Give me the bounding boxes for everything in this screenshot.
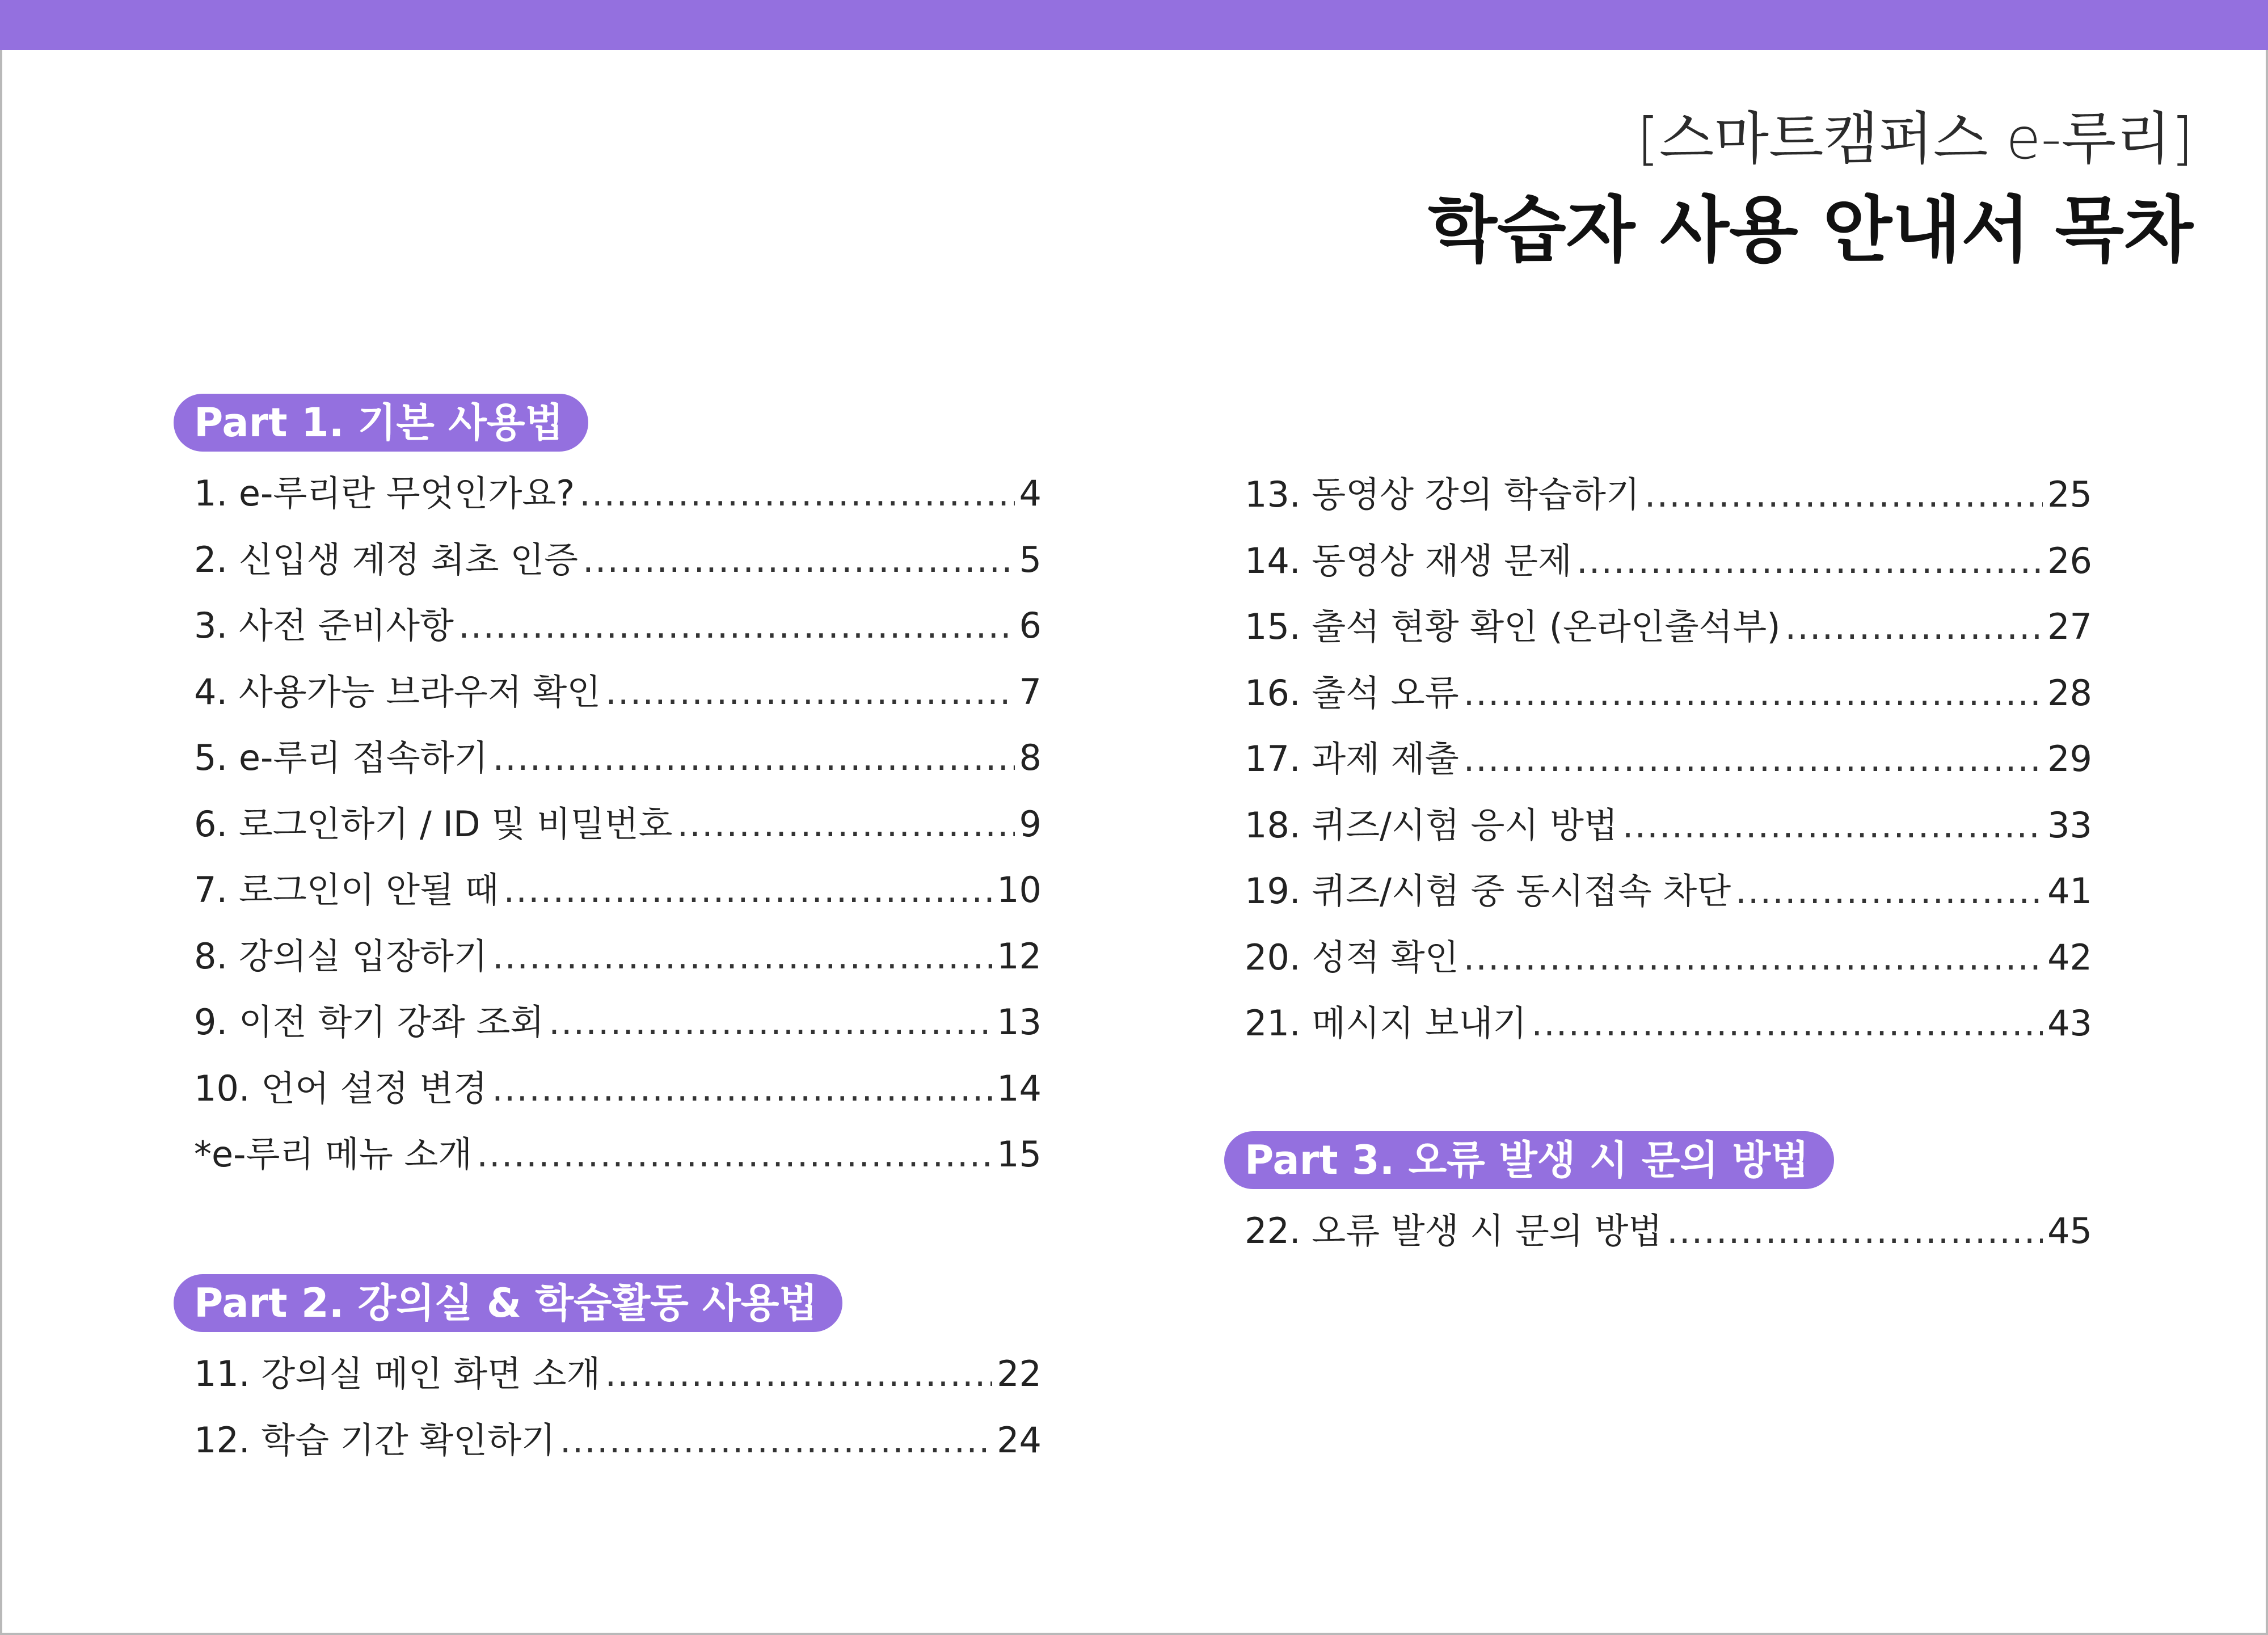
- toc-item-label: 14. 동영상 재생 문제: [1245, 540, 1572, 581]
- toc-item-page: 33: [2047, 804, 2092, 846]
- toc-item-label: 1. e-루리란 무엇인가요?: [194, 473, 575, 514]
- toc-item-label: 9. 이전 학기 강좌 조회: [194, 1001, 545, 1043]
- toc-item-page: 43: [2047, 1002, 2092, 1044]
- top-accent-bar: [0, 0, 2268, 50]
- toc-leader-dots: [1645, 462, 2043, 528]
- toc-item[interactable]: [1224, 925, 2092, 991]
- toc-leader-dots: [1531, 991, 2043, 1057]
- toc-item-page: 45: [2047, 1210, 2092, 1251]
- toc-item-page: 13: [997, 1001, 1042, 1043]
- part-1-section: [174, 394, 1042, 1188]
- toc-item-page: 29: [2047, 738, 2092, 779]
- toc-item[interactable]: [174, 461, 1042, 527]
- toc-leader-dots: [579, 461, 1014, 527]
- toc-leader-dots: [1576, 528, 2043, 595]
- toc-item[interactable]: [1224, 528, 2092, 595]
- toc-item[interactable]: [174, 725, 1042, 791]
- toc-leader-dots: [1735, 858, 2043, 925]
- toc-leader-dots: [1464, 925, 2043, 991]
- part-3-badge: Part 3. 오류 발생 시 문의 방법: [1224, 1131, 1834, 1189]
- toc-item-page: 10: [997, 869, 1042, 911]
- toc-item-label: 21. 메시지 보내기: [1245, 1002, 1527, 1044]
- toc-item[interactable]: [174, 857, 1042, 924]
- toc-item-page: 24: [997, 1419, 1042, 1461]
- document-header: [1428, 102, 2193, 276]
- document-title: 학습자 사용 안내서 목차: [1428, 188, 2193, 272]
- toc-item-page: 41: [2047, 870, 2092, 912]
- part-2-badge: Part 2. 강의실 & 학습활동 사용법: [174, 1274, 842, 1332]
- toc-item-page: 27: [2047, 606, 2092, 647]
- toc-item-label: 6. 로그인하기 / ID 및 비밀번호: [194, 803, 673, 845]
- toc-leader-dots: [458, 593, 1015, 659]
- toc-item-label: 16. 출석 오류: [1245, 672, 1459, 714]
- toc-item[interactable]: [174, 527, 1042, 593]
- toc-item[interactable]: [174, 1122, 1042, 1188]
- part-3-toc-list: [1224, 1198, 2092, 1265]
- toc-leader-dots: [583, 527, 1015, 593]
- toc-item-label: *e-루리 메뉴 소개: [194, 1133, 473, 1175]
- toc-item-page: 14: [997, 1067, 1042, 1109]
- toc-item[interactable]: [174, 924, 1042, 990]
- toc-item-page: 26: [2047, 540, 2092, 581]
- toc-item-label: 12. 학습 기간 확인하기: [194, 1419, 555, 1461]
- part-1-toc-list: [174, 461, 1042, 1188]
- toc-leader-dots: [492, 725, 1014, 791]
- toc-leader-dots: [1622, 793, 2043, 859]
- toc-item-label: 7. 로그인이 안될 때: [194, 869, 499, 911]
- toc-leader-dots: [1785, 594, 2043, 660]
- part-2-toc-list: [174, 1341, 1042, 1473]
- toc-item-page: 4: [1019, 473, 1042, 514]
- toc-leader-dots: [677, 791, 1015, 858]
- toc-item[interactable]: [1224, 858, 2092, 925]
- toc-leader-dots: [1464, 726, 2043, 793]
- toc-item-label: 2. 신입생 계정 최초 인증: [194, 538, 579, 580]
- toc-item-page: 25: [2047, 474, 2092, 515]
- toc-leader-dots: [477, 1122, 992, 1188]
- part-2-section: [174, 1274, 1042, 1473]
- toc-item[interactable]: [1224, 660, 2092, 727]
- toc-item-page: 15: [997, 1133, 1042, 1175]
- toc-item-label: 8. 강의실 입장하기: [194, 935, 488, 977]
- toc-item[interactable]: [1224, 462, 2092, 528]
- document-subtitle: [스마트캠퍼스 e-루리]: [1637, 106, 2193, 172]
- toc-item-page: 12: [997, 935, 1042, 977]
- toc-leader-dots: [1667, 1198, 2043, 1265]
- toc-item-label: 15. 출석 현황 확인 (온라인출석부): [1245, 606, 1781, 647]
- toc-item-page: 42: [2047, 936, 2092, 978]
- toc-item[interactable]: [174, 1408, 1042, 1474]
- toc-item[interactable]: [1224, 793, 2092, 859]
- toc-item-label: 13. 동영상 강의 학습하기: [1245, 474, 1640, 515]
- toc-item[interactable]: [1224, 1198, 2092, 1265]
- toc-item-page: 7: [1019, 671, 1042, 713]
- part-3-section: [1224, 1131, 2092, 1265]
- toc-leader-dots: [549, 989, 992, 1056]
- toc-item-page: 22: [997, 1353, 1042, 1394]
- toc-item-label: 5. e-루리 접속하기: [194, 737, 488, 778]
- toc-item-label: 10. 언어 설정 변경: [194, 1067, 488, 1109]
- toc-item[interactable]: [174, 791, 1042, 858]
- toc-leader-dots: [1464, 660, 2043, 727]
- toc-item-page: 8: [1019, 737, 1042, 778]
- toc-item[interactable]: [174, 1056, 1042, 1122]
- toc-item-label: 20. 성적 확인: [1245, 936, 1459, 978]
- toc-leader-dots: [492, 924, 992, 990]
- toc-item-label: 18. 퀴즈/시험 응시 방법: [1245, 804, 1618, 846]
- toc-item-label: 4. 사용가능 브라우저 확인: [194, 671, 601, 713]
- part-1-badge: Part 1. 기본 사용법: [174, 394, 588, 452]
- toc-item[interactable]: [1224, 726, 2092, 793]
- toc-item[interactable]: [174, 659, 1042, 726]
- toc-item-label: 22. 오류 발생 시 문의 방법: [1245, 1210, 1663, 1251]
- toc-item[interactable]: [174, 989, 1042, 1056]
- toc-item[interactable]: [174, 1341, 1042, 1408]
- part-2-continued-section: [1224, 462, 2092, 1057]
- part-2-continued-toc-list: [1224, 462, 2092, 1057]
- toc-leader-dots: [560, 1408, 992, 1474]
- toc-item-label: 19. 퀴즈/시험 중 동시접속 차단: [1245, 870, 1731, 912]
- toc-item[interactable]: [1224, 991, 2092, 1057]
- toc-item-label: 3. 사전 준비사항: [194, 605, 454, 646]
- toc-leader-dots: [504, 857, 993, 924]
- toc-item-page: 6: [1019, 605, 1042, 646]
- toc-item-label: 17. 과제 제출: [1245, 738, 1459, 779]
- toc-leader-dots: [492, 1056, 992, 1122]
- toc-item-page: 28: [2047, 672, 2092, 714]
- toc-item[interactable]: [1224, 594, 2092, 660]
- toc-item-page: 9: [1019, 803, 1042, 845]
- toc-leader-dots: [605, 659, 1014, 726]
- toc-item-page: 5: [1019, 538, 1042, 580]
- toc-item[interactable]: [174, 593, 1042, 659]
- toc-leader-dots: [605, 1341, 992, 1408]
- toc-item-label: 11. 강의실 메인 화면 소개: [194, 1353, 601, 1394]
